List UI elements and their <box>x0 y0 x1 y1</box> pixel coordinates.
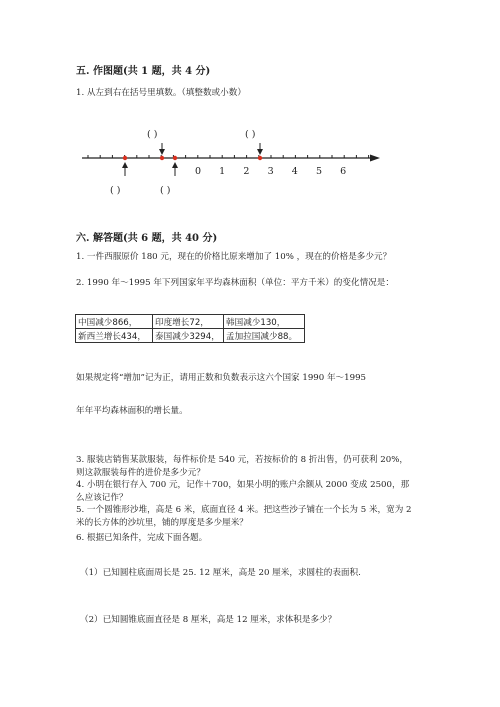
table-cell: 中国减少866， <box>76 315 153 329</box>
question-6-4: 4. 小明在银行存入 700 元，记作＋700，如果小明的账户余额从 2000 变成 2500，那么应该记作？ <box>76 480 410 503</box>
table-cell: 韩国减少130， <box>224 315 305 329</box>
tick-label: 1 <box>219 166 226 177</box>
top-blank-1: ( ) <box>147 129 158 140</box>
top-blank-2: ( ) <box>245 129 256 140</box>
arrow-down-icon <box>159 149 165 155</box>
question-6-2-ask-line1: 如果规定将“增加”记为正，请用正数和负数表示这六个国家 1990 年～1995 <box>76 373 367 383</box>
tick-label: 2 <box>243 166 250 177</box>
forest-table <box>75 314 305 343</box>
bottom-blank-2: ( ) <box>160 185 171 196</box>
tick-label: 3 <box>267 166 274 177</box>
question-6-3: 3. 服装店销售某款服装，每件标价是 540 元，若按标价的 8 折出售，仍可获利 20%，则这款服装每件的进价是多少元？ <box>76 455 408 478</box>
table-row <box>76 315 305 329</box>
tick-label: 4 <box>291 166 298 177</box>
arrow-up-icon <box>122 162 128 168</box>
table-row <box>76 329 305 343</box>
point-b <box>160 156 164 160</box>
question-6-6: 6. 根据已知条件，完成下面各题。 <box>76 533 208 543</box>
tick-label: 5 <box>315 166 323 177</box>
table-cell: 孟加拉国减少88。 <box>224 329 305 343</box>
arrow-up-icon <box>172 162 178 168</box>
table-cell: 新西兰增长434， <box>76 329 153 343</box>
section6-title: 六. 解答题(共 6 题，共 40 分) <box>76 233 218 244</box>
question-6-2-ask-line2: 年年平均森林面积的增长量。 <box>76 406 188 416</box>
point-c <box>173 156 177 160</box>
section5-title: 五. 作图题(共 1 题，共 4 分) <box>76 66 211 77</box>
number-line-figure <box>0 0 500 220</box>
table-cell: 印度增长72， <box>153 315 224 329</box>
question-6-2: 2. 1990 年～1995 年下列国家年平均森林面积（单位：平方千米）的变化情况是： <box>76 278 394 288</box>
arrow-down-icon <box>257 149 263 155</box>
question-6-1: 1. 一件西服原价 180 元，现在的价格比原来增加了 10% ，现在的价格是多少元？ <box>76 252 392 262</box>
tick-label: 6 <box>340 166 347 177</box>
question-6-6-1: （1）已知圆柱底面周长是 25. 12 厘米，高是 20 厘米，求圆柱的表面积. <box>80 568 361 578</box>
question-5-1: 1. 从左到右在括号里填数。（填整数或小数） <box>76 88 246 98</box>
question-6-5: 5. 一个圆锥形沙堆，高是 6 米，底面直径 4 米。把这些沙子铺在一个长为 5 米，宽为 2 米的长方体的沙坑里，铺的厚度是多少厘米？ <box>76 505 412 528</box>
arrow-head-icon <box>370 155 380 162</box>
tick-labels <box>195 166 346 177</box>
question-6-6-2: （2）已知圆锥底面直径是 8 厘米，高是 12 厘米，求体积是多少？ <box>80 615 337 625</box>
table-cell: 泰国减少3294， <box>153 329 224 343</box>
bottom-blank-1: ( ) <box>110 185 121 196</box>
tick-label: 0 <box>194 166 202 177</box>
point-d <box>258 156 262 160</box>
point-a <box>123 156 127 160</box>
